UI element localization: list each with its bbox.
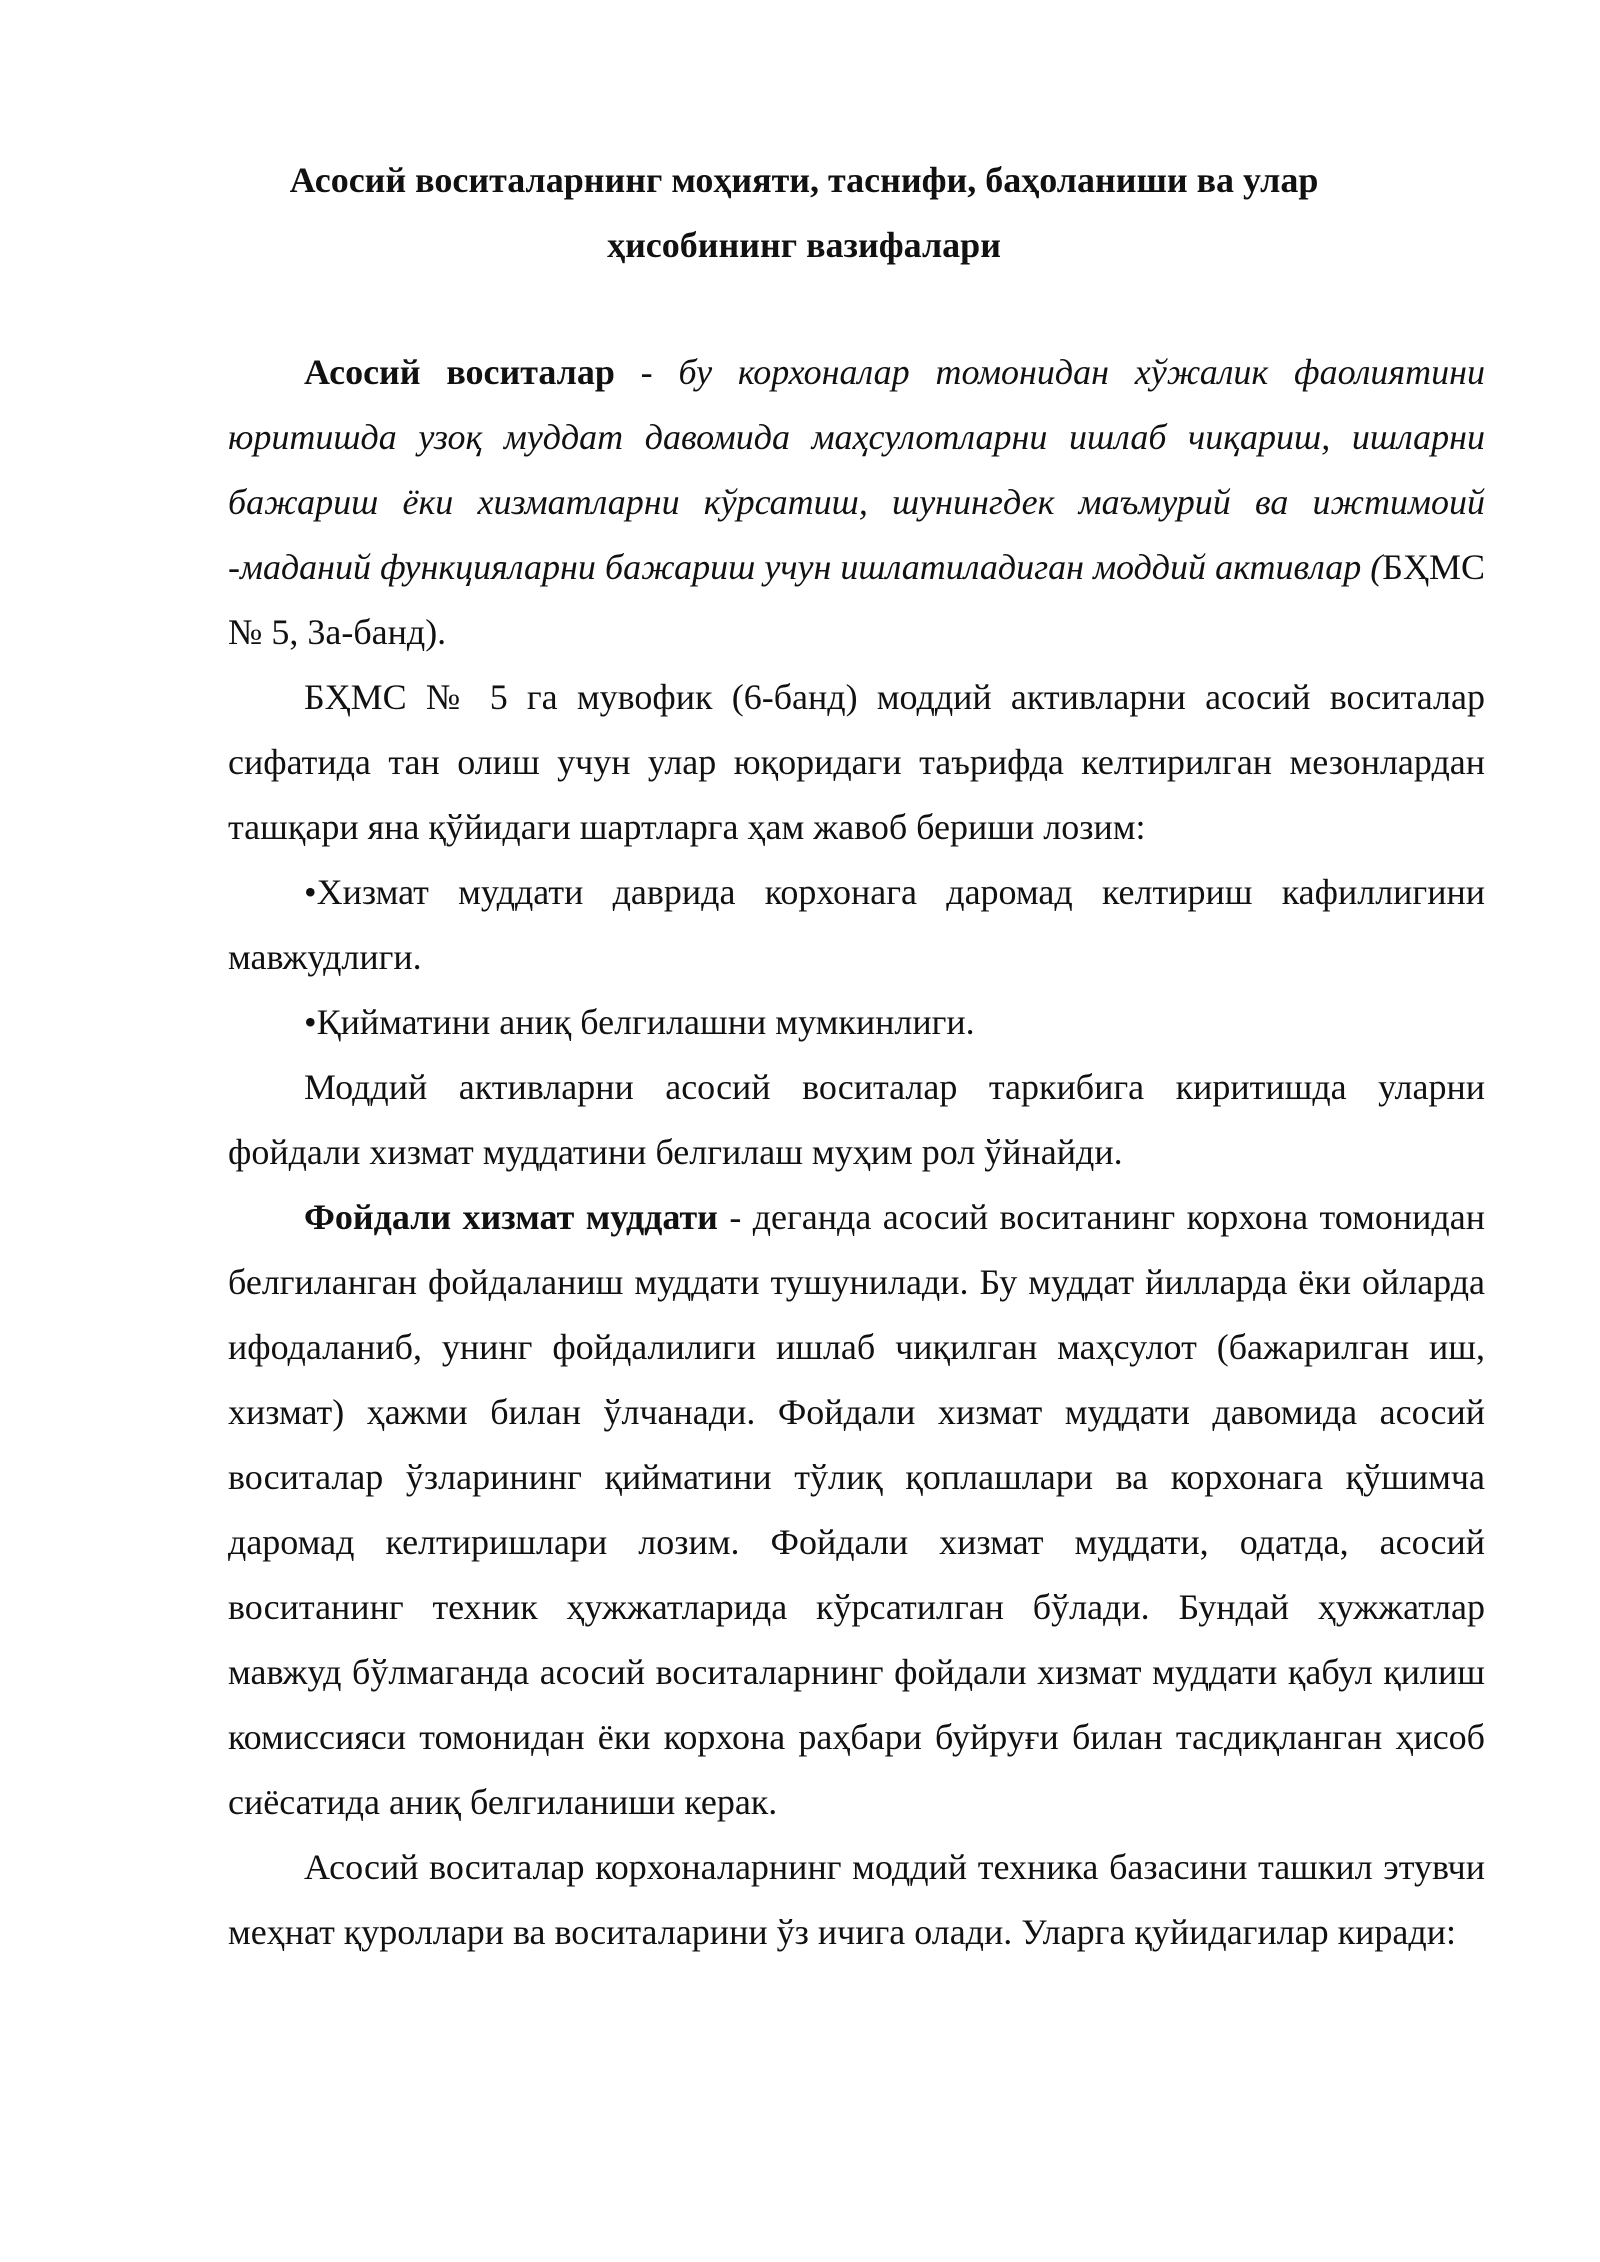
paragraph-useful-life-intro: Моддий активларни асосий воситалар таркибига киритишда уларни фойдали хизмат муддатини белгилаш муҳим рол ўйнайди. — [228, 1067, 1485, 1172]
paragraph-definition — [228, 340, 1485, 665]
term-useful-life: Фойдали хизмат муддати — [304, 1197, 718, 1237]
page-title — [228, 148, 1380, 278]
useful-life-text: - деганда асосий воситанинг корхона томонидан белгиланган фойдаланиш муддати тушунилади. Бу муддат йилларда ёки ойларда ифодаланиб, унинг фойдалилиги ишлаб чиқилган маҳсулот (бажарилган иш, хизмат) ҳажми билан ўлчанади. Фойдали хизмат муддати давомида асосий воситалар ўзларининг қийматини тўлиқ қоплашлари ва корхонага қўшимча даромад келтиришлари лозим. Фойдали хизмат муддати, одатда, асосий воситанинг техник ҳужжатларида кўрсатилган бўлади. Бундай ҳужжатлар мавжуд бўлмаганда асосий воситаларнинг фойдали хизмат муддати қабул қилиш комиссияси томонидан ёки корхона раҳбари буйруғи билан тасдиқланган ҳисоб сиёсатида аниқ белгиланиши керак. — [228, 1197, 1485, 1822]
paragraph-standard: БҲМС № 5 га мувофик (6-банд) моддий активларни асосий воситалар сифатида тан олиш учун улар юқоридаги таърифда келтирилган мезонлардан ташқари яна қўйидаги шартларга ҳам жавоб бериши лозим: — [228, 677, 1485, 847]
bullet-item-income: •Хизмат муддати даврида корхонага даромад келтириш кафиллигини мавжудлиги. — [228, 872, 1485, 977]
definition-text: бу корхоналар томонидан хўжалик фаолиятини юритишда узоқ муддат давомида маҳсулотларни ишлаб чиқариш, ишларни бажариш ёки хизматларни кўрсатиш, шунингдек маъмурий ва ижтимоий -маданий функцияларни бажариш учун ишлатиладиган моддий активлар ( — [228, 352, 1485, 587]
title-line-1: Асосий воситаларнинг моҳияти, таснифи, баҳоланиши ва улар — [289, 160, 1319, 200]
definition-reference: БҲМС № 5, 3а-банд). — [228, 547, 1485, 652]
title-line-2: ҳисобининг вазифалари — [607, 225, 1001, 265]
definition-dash: - — [614, 352, 679, 392]
paragraph-useful-life — [228, 1185, 1485, 1835]
term-fixed-assets: Асосий воситалар — [304, 352, 615, 392]
document-body — [228, 340, 1485, 1965]
paragraph-composition: Асосий воситалар корхоналарнинг моддий техника базасини ташкил этувчи меҳнат қуроллари ва воситаларини ўз ичига олади. Уларга қуйидагилар киради: — [228, 1847, 1485, 1952]
bullet-item-value: •Қийматини аниқ белгилашни мумкинлиги. — [304, 1002, 975, 1042]
